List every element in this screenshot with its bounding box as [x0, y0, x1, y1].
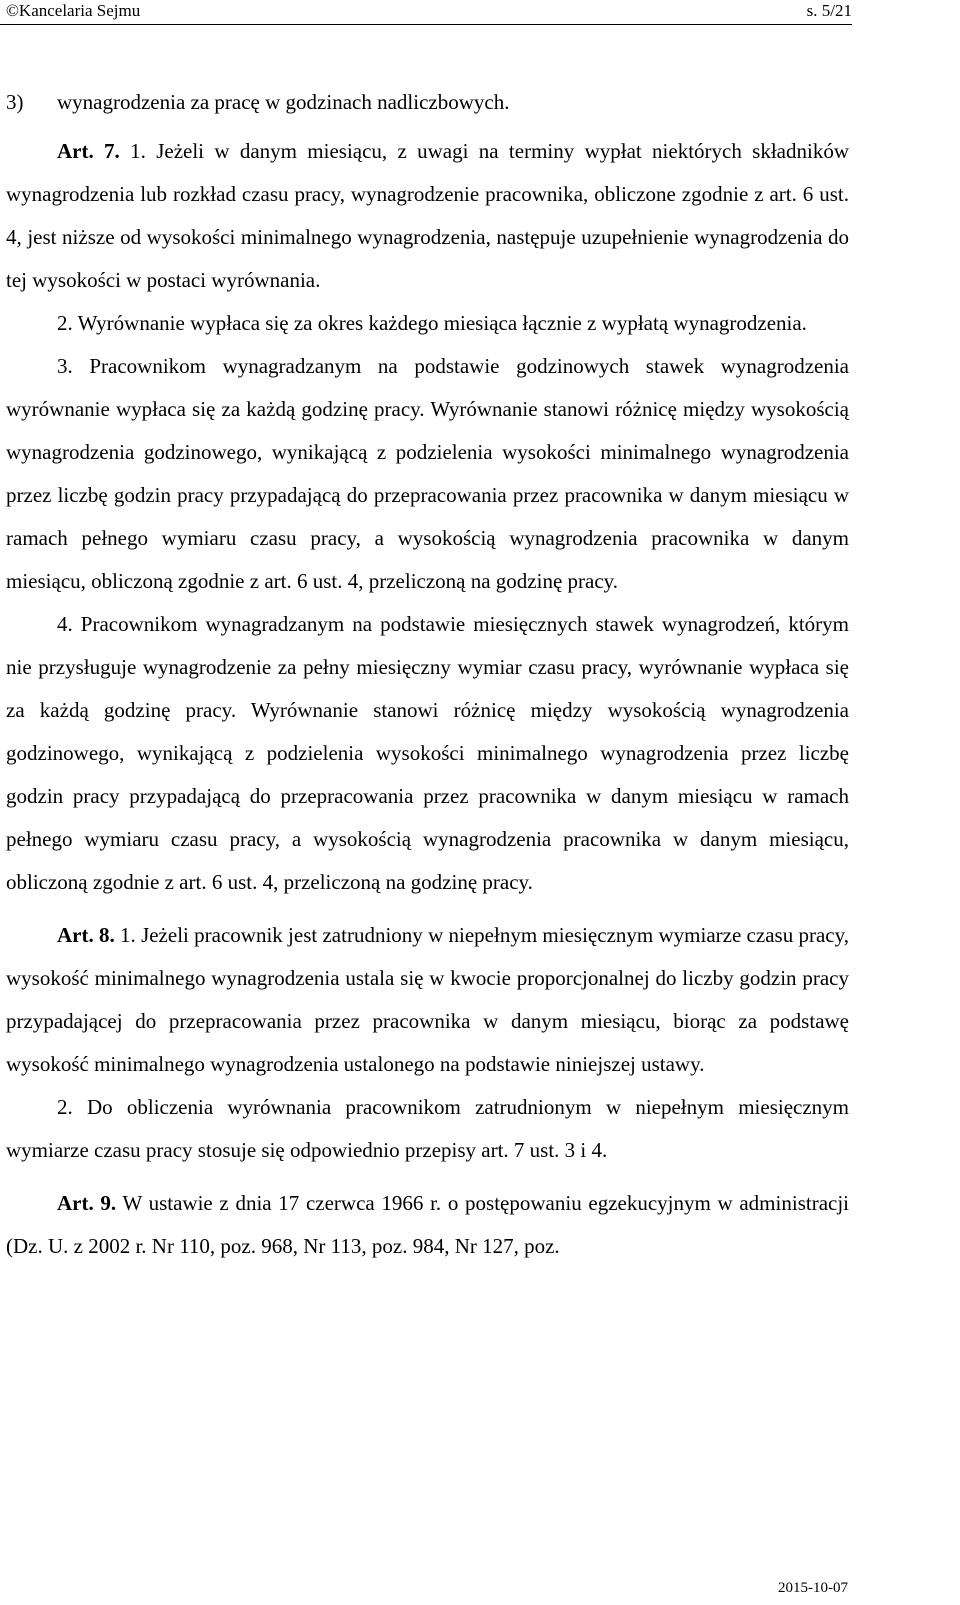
document-body — [6, 81, 849, 1268]
art9-label: Art. 9. — [57, 1191, 117, 1215]
page-header — [0, 0, 852, 25]
art7-paragraph-2: 2. Wyrównanie wypłaca się za okres każdego miesiąca łącznie z wypłatą wynagrodzenia. — [57, 311, 807, 335]
art7-paragraph-3: 3. Pracownikom wynagradzanym na podstawie godzinowych stawek wynagrodzenia wyrównanie wypłaca się za każdą godzinę pracy. Wyrównanie stanowi różnicę między wysokością wynagrodzenia godzinowego, wynikającą z podzielenia wysokości minimalnego wynagrodzenia przez liczbę godzin pracy przypadającą do przepracowania przez pracownika w danym miesiącu w ramach pełnego wymiaru czasu pracy, a wysokością wynagrodzenia pracownika w danym miesiącu, obliczoną zgodnie z art. 6 ust. 4, przeliczoną na godzinę pracy. — [6, 354, 849, 593]
art7-paragraph-1 — [6, 130, 849, 302]
art8-label: Art. 8. — [57, 923, 115, 947]
art8-paragraph-1 — [6, 914, 849, 1086]
list-item-text: wynagrodzenia za pracę w godzinach nadliczbowych. — [57, 90, 510, 114]
art9-p1-text: W ustawie z dnia 17 czerwca 1966 r. o postępowaniu egzekucyjnym w administracji (Dz. U. z 2002 r. Nr 110, poz. 968, Nr 113, poz. 984, Nr 127, poz. — [6, 1191, 850, 1258]
art9-paragraph-1 — [6, 1182, 849, 1268]
page-footer-date: 2015-10-07 — [778, 1580, 848, 1596]
art7-paragraph-4: 4. Pracownikom wynagradzanym na podstawie miesięcznych stawek wynagrodzeń, którym nie przysługuje wynagrodzenie za pełny miesięczny wymiar czasu pracy, wyrównanie wypłaca się za każdą godzinę pracy. Wyrównanie stanowi różnicę między wysokością wynagrodzenia godzinowego, wynikającą z podzielenia wysokości minimalnego wynagrodzenia przez liczbę godzin pracy przypadającą do przepracowania przez pracownika w danym miesiącu w ramach pełnego wymiaru czasu pracy, a wysokością wynagrodzenia pracownika w danym miesiącu, obliczoną zgodnie z art. 6 ust. 4, przeliczoną na godzinę pracy. — [6, 612, 849, 894]
art7-label: Art. 7. — [57, 139, 120, 163]
art8-p1-text: 1. Jeżeli pracownik jest zatrudniony w niepełnym miesięcznym wymiarze czasu pracy, wysokość minimalnego wynagrodzenia ustala się w kwocie proporcjonalnej do liczby godzin pracy przypadającej do przepracowania przez pracownika w danym miesiącu, biorąc za podstawę wysokość minimalnego wynagrodzenia ustalonego na podstawie niniejszej ustawy. — [6, 923, 849, 1076]
list-item-number: 3) — [6, 90, 24, 114]
art8-paragraph-2: 2. Do obliczenia wyrównania pracownikom zatrudnionym w niepełnym miesięcznym wymiarze czasu pracy stosuje się odpowiednio przepisy art. 7 ust. 3 i 4. — [6, 1095, 849, 1162]
art7-p1-text: 1. Jeżeli w danym miesiącu, z uwagi na terminy wypłat niektórych składników wynagrodzenia lub rozkład czasu pracy, wynagrodzenie pracownika, obliczone zgodnie z art. 6 ust. 4, jest niższe od wysokości minimalnego wynagrodzenia, następuje uzupełnienie wynagrodzenia do tej wysokości w postaci wyrównania. — [6, 139, 849, 292]
header-publisher: ©Kancelaria Sejmu — [6, 1, 141, 20]
header-page-number: s. 5/21 — [806, 1, 852, 20]
list-item-3 — [6, 81, 849, 124]
